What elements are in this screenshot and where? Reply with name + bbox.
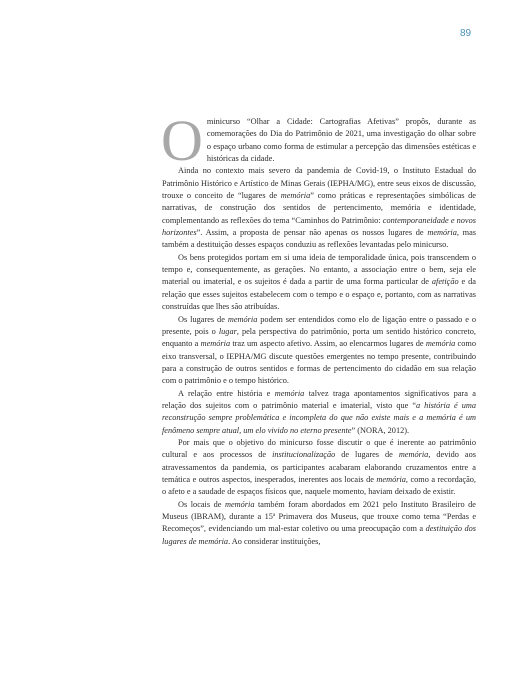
text-run: Ainda no contexto mais severo da pandemia de Covid-19, o Instituto Estadual do Patrimônio Histórico e Artístico de Minas Gerais (IEPHA/MG), entre seus eixos de discussão, trouxe o conceito de “lugares de — [162, 166, 476, 201]
text-run: Por mais que o objetivo do minicurso fosse discutir o que é inerente ao patrimônio cultural e aos processos de — [162, 437, 476, 460]
italic-text: memória — [280, 191, 311, 201]
italic-text: memória — [398, 450, 429, 460]
body-text — [161, 108, 477, 548]
paragraph — [162, 165, 476, 251]
text-run: , como a recordação, o afeto e a saudade de espaços físicos que, naquele momento, haviam deixado de existir. — [162, 474, 476, 497]
text-run: ” como práticas e representações simbólicas de narrativas, de construção dos sentidos de pertencimento, memória e identidade, complementando as reflexões do tema “Caminhos do Patrimônio: — [162, 191, 476, 225]
text-run: e da relação que esses sujeitos estabelecem com o tempo e o espaço e, portanto, com as narrativas construídas que lhes são atribuídas. — [162, 277, 476, 312]
text-run: . Ao considerar instituições, — [228, 536, 321, 546]
text-run: também foram abordados em 2021 pelo Instituto Brasileiro de Museus (IBRAM), durante a 15ª Primavera dos Museus, que trouxe como tema “Perdas e Recomeços”, evidenciando um mal-estar coletivo ou uma preocupação com a — [162, 499, 476, 534]
drop-cap: O — [161, 108, 203, 173]
paragraph — [162, 499, 476, 548]
italic-text: contemporaneidade e novos horizontes — [162, 215, 476, 238]
paragraph — [162, 252, 476, 314]
italic-text: memória — [274, 388, 305, 398]
text-run: A relação entre história e — [178, 388, 275, 398]
text-run: Os locais de — [178, 499, 225, 509]
text-run: Os bens protegidos portam em si uma ideia de temporalidade única, pois transcendem o tempo e, consequentemente, as gerações. No entanto, a associação entre o bem, seja ele material ou imaterial, e os sujeitos é dada a partir de uma forma particular de — [162, 252, 476, 287]
italic-text: memória — [224, 499, 255, 509]
paragraph — [162, 388, 476, 437]
paragraph — [162, 437, 476, 499]
italic-text: destituição dos lugares de memória — [162, 524, 476, 546]
text-run: , pela perspectiva do patrimônio, porta um sentido histórico concreto, enquanto a — [162, 326, 476, 349]
text-run: ”. Assim, a proposta de pensar não apenas os nossos lugares de — [196, 228, 428, 238]
text-run: talvez traga apontamentos significativos para a relação dos sujeitos com o patrimônio material e imaterial, visto que “ — [162, 388, 476, 410]
paragraph — [161, 108, 476, 173]
text-run: traz um aspecto afetivo. Assim, ao elencarmos lugares de — [230, 339, 426, 349]
italic-text: institucionalização — [272, 450, 336, 460]
text-run: minicurso “Olhar a Cidade: Cartografias Afetivas” propôs, durante as comemorações do Dia do Patrimônio de 2021, uma investigação do olhar sobre o espaço urbano como forma de estimular a percepção das dimensões estéticas e históricas da cidade. — [206, 117, 476, 164]
text-run: podem ser entendidos como elo de ligação entre o passado e o presente, pois o — [162, 314, 477, 336]
text-run: de lugares de — [335, 450, 399, 460]
page-number: 89 — [460, 28, 472, 39]
italic-text: afetição — [431, 277, 459, 287]
paragraph — [162, 314, 476, 388]
text-run: como eixo transversal, o IEPHA/MG discute questões emergentes no tempo presente, contribuindo para a construção de outros sentidos e formas de pertencimento do cidadão em sua relação com o patrimônio e o tempo histórico. — [162, 339, 476, 386]
italic-text: memória — [427, 228, 457, 238]
text-run: Os lugares de — [178, 314, 228, 324]
text-run: , devido aos atravessamentos da pandemia, os participantes acabaram elaborando cruzamentos entre a temática e outros aspectos, inesperados, inerentes aos locais de — [162, 450, 476, 484]
italic-text: memória — [376, 474, 406, 484]
text-run: , mas também a destituição desses espaços conduziu as reflexões levantadas pelo minicurso. — [162, 228, 476, 250]
italic-text: memória — [200, 339, 231, 349]
italic-text: memória — [227, 314, 258, 324]
italic-text: memória — [425, 339, 456, 349]
italic-text: a história é uma reconstrução sempre problemática e incompleta do que não existe mais e a memória é um fenômeno sempre atual, um elo vivido no eterno presente — [162, 400, 476, 435]
text-run: ” (NORA, 2012). — [351, 425, 410, 435]
italic-text: lugar — [218, 326, 237, 336]
